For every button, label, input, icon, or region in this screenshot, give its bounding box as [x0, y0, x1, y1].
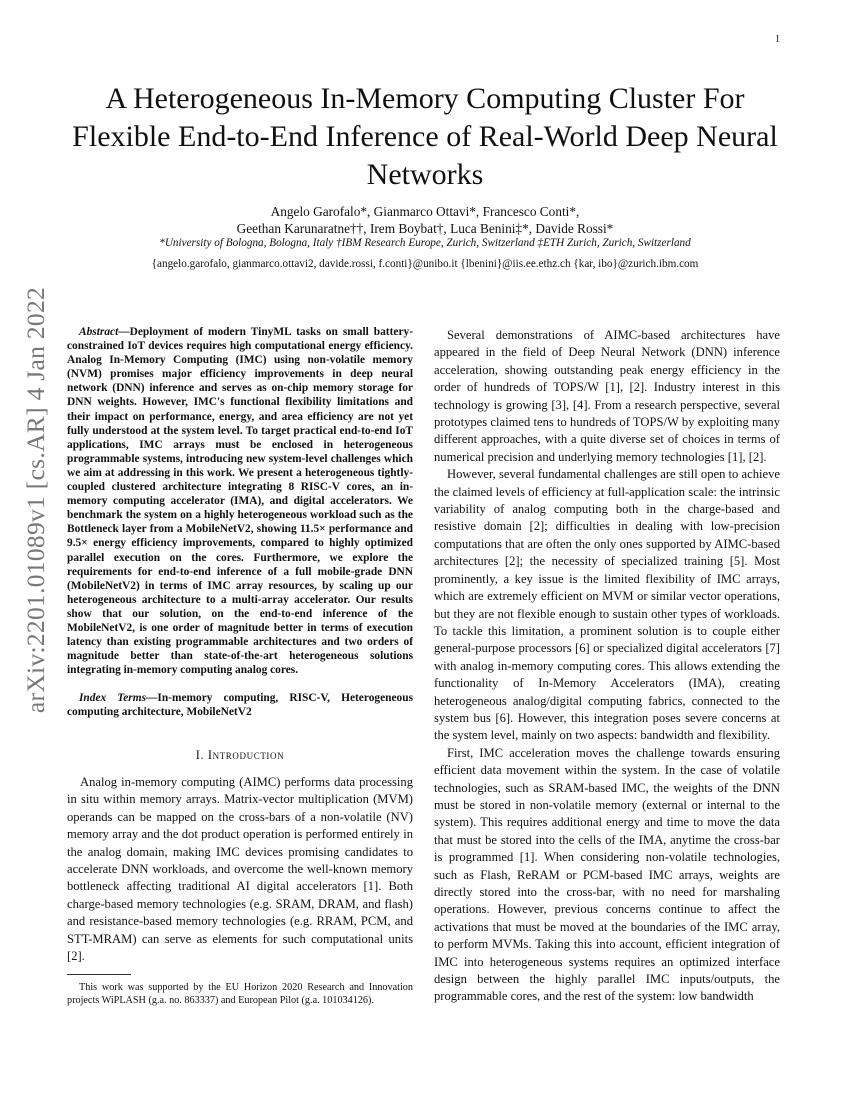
page-number: 1 — [775, 34, 780, 45]
index-terms-label: Index Terms — [79, 692, 147, 705]
abstract — [67, 325, 413, 677]
right-column — [434, 327, 780, 1006]
footnote-divider — [67, 974, 131, 975]
left-column — [67, 325, 413, 1007]
body-paragraph: First, IMC acceleration moves the challenge towards ensuring efficient data movement within the system. In the case of volatile technologies, such as SRAM-based IMC, the weights of the DNN must be stored in non-volatile memory (external or internal to the system). This requires additional energy and time to move the data that must be stored into the cells of the IMA, anytime the cross-bar is programmed [1]. When considering non-volatile technologies, such as Flash, ReRAM or PCM-based IMC arrays, weights are directly stored into the cross-bar, with no need for marshaling operations. However, previous concerns continue to affect the activations that must be moved at the boundaries of the IMC array, to perform MVMs. Taking this into account, efficient integration of IMC into heterogeneous systems requires an optimized interface design between the highly parallel IMC inputs/outputs, the programmable cores, and the rest of the system: low bandwidth — [434, 745, 780, 1004]
author-line-2: Geethan Karunaratne††, Irem Boybat†, Luca Benini‡*, Davide Rossi* — [236, 221, 614, 236]
intro-paragraph: Analog in-memory computing (AIMC) performs data processing in situ within memory arrays. Matrix-vector multiplication (MVM) operands can be mapped on the cross-bars of a non-volatile (NV) memory array and the dot product operation is performed entirely in the analog domain, making IMC devices promising candidates to accelerate DNN workloads, and overcome the well-known memory bottleneck affecting traditional AI digital accelerators [1]. Both charge-based memory technologies (e.g. SRAM, DRAM, and flash) and resistance-based memory technologies (e.g. RRAM, PCM, and STT-MRAM) can serve as elements for such computational units [2]. — [67, 774, 413, 963]
body-paragraph: Several demonstrations of AIMC-based architectures have appeared in the field of Deep Neural Network (DNN) inference acceleration, showing outstanding peak energy efficiency in the order of hundreds of TOPS/W [1], [2]. Industry interest in this technology is growing [3], [4]. From a research perspective, several prototypes claimed tens to hundreds of TOPS/W by exploiting many different approaches, with a quite diverse set of choices in terms of numerical precision and underlying memory technologies [1], [2]. — [434, 328, 780, 464]
index-terms — [67, 691, 413, 719]
paper-title: A Heterogeneous In-Memory Computing Cluster For Flexible End-to-End Inference of Real-World Deep Neural Networks — [72, 82, 778, 191]
section-heading-introduction: I. Introduction — [195, 747, 285, 762]
author-emails: {angelo.garofalo, gianmarco.ottavi2, davide.rossi, f.conti}@unibo.it {lbenini}@iis.ee.ethz.ch {kar, ibo}@zurich.ibm.com — [151, 258, 699, 270]
index-terms-text: —In-memory computing, RISC-V, Heterogeneous computing architecture, MobileNetV2 — [67, 692, 414, 719]
author-list — [60, 203, 790, 237]
funding-footnote: This work was supported by the EU Horizon 2020 Research and Innovation projects WiPLASH (g.a. no. 863337) and European Pilot (g.a. 101034126). — [67, 982, 413, 1007]
affiliations: *University of Bologna, Bologna, Italy †IBM Research Europe, Zurich, Switzerland ‡ETH Zurich, Zurich, Switzerland — [159, 237, 691, 249]
author-line-1: Angelo Garofalo*, Gianmarco Ottavi*, Francesco Conti*, — [270, 204, 580, 219]
abstract-text: —Deployment of modern TinyML tasks on small battery-constrained IoT devices requires high computational energy efficiency. Analog In-Memory Computing (IMC) using non-volatile memory (NVM) promises major efficiency improvements in deep neural network (DNN) inference and serves as on-chip memory storage for DNN weights. However, IMC's functional flexibility limitations and their impact on performance, energy, and area efficiency are not yet fully understood at the system level. To target practical end-to-end IoT applications, IMC arrays must be enclosed in heterogeneous programmable systems, introducing new system-level challenges which we aim at addressing in this work. We present a heterogeneous tightly-coupled clustered architecture integrating 8 RISC-V cores, an in-memory computing accelerator (IMA), and digital accelerators. We benchmark the system on a highly heterogeneous workload such as the Bottleneck layer from a MobileNetV2, showing 11.5× performance and 9.5× energy efficiency improvements, compared to highly optimized parallel execution on the cores. Furthermore, we explore the requirements for end-to-end inference of a full mobile-grade DNN (MobileNetV2) in terms of IMC array resources, by scaling up our heterogeneous architecture to a multi-array accelerator. Our results show that our solution, on the end-to-end inference of the MobileNetV2, is one order of magnitude better in terms of execution latency than existing programmable architectures and two orders of magnitude better than state-of-the-art heterogeneous solutions integrating in-memory computing analog cores. — [67, 326, 413, 677]
body-paragraph: However, several fundamental challenges are still open to achieve the claimed levels of efficiency at full-application scale: the intrinsic variability of analog computing both in the charge-based and resistive domain [2]; difficulties in dealing with low-precision computations that are often the only ones supported by AIMC-based architectures [2]; the necessity of specialized training [5]. Most prominently, a key issue is the limited flexibility of IMC arrays, which are extremely efficient on MVM or similar vector operations, but they are not flexible enough to sustain other types of workloads. To tackle this limitation, a prominent solution is to couple either general-purpose processors [6] or specialized digital accelerators [7] with analog in-memory computing cores. This allows extending the functionality of In-Memory Accelerators (IMA), creating heterogeneous analog/digital computing fabrics, connected to the system bus [6]. However, this integration poses severe concerns at the system level, mainly on two aspects: bandwidth and flexibility. — [434, 467, 780, 743]
arxiv-identifier: arXiv:2201.01089v1 [cs.AR] 4 Jan 2022 — [21, 286, 50, 714]
abstract-label: Abstract — [79, 326, 119, 338]
